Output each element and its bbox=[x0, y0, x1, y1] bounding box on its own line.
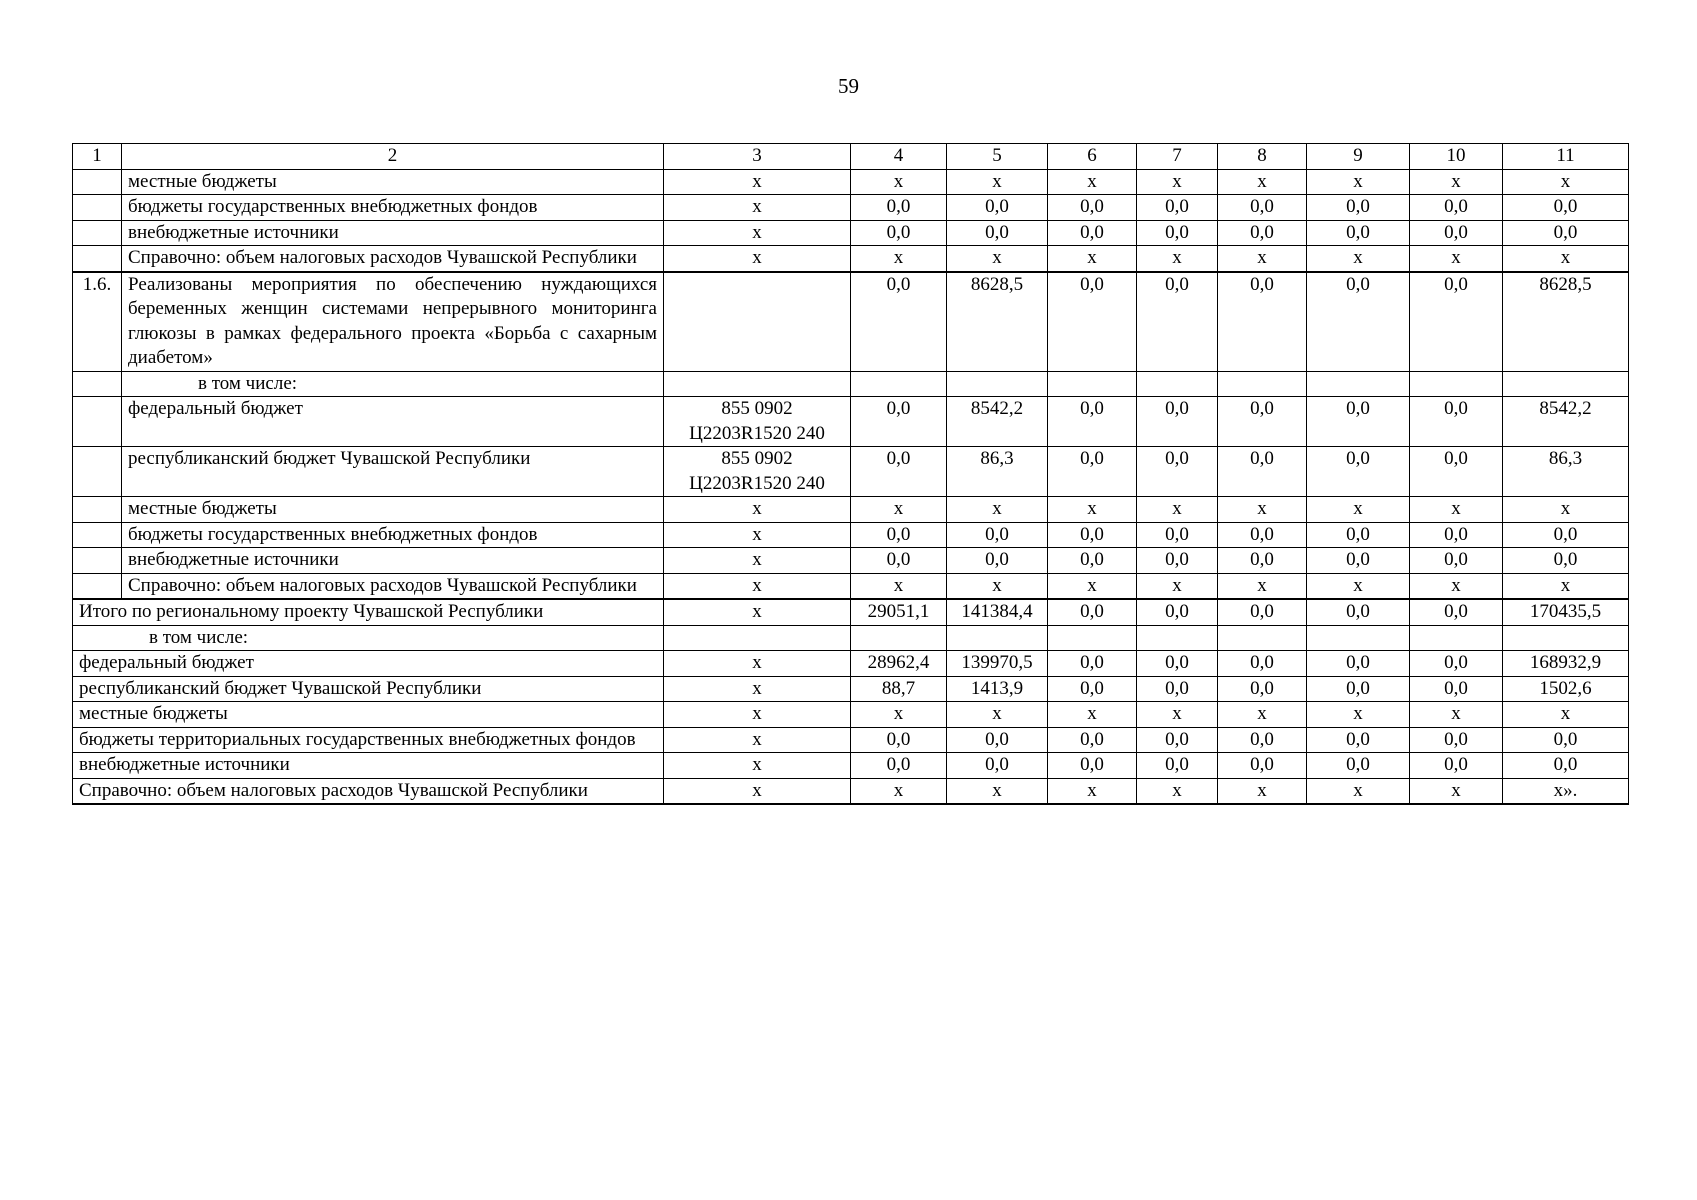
value-cell: 0,0 bbox=[1410, 220, 1503, 246]
value-cell bbox=[1048, 625, 1137, 651]
value-cell: 0,0 bbox=[1307, 522, 1410, 548]
row-label: Справочно: объем налоговых расходов Чувашской Республики bbox=[122, 246, 664, 272]
value-cell: х bbox=[1137, 497, 1218, 523]
table-row bbox=[73, 573, 1629, 599]
budget-code: х bbox=[664, 778, 851, 804]
value-cell: 0,0 bbox=[947, 548, 1048, 574]
value-cell: 0,0 bbox=[1137, 753, 1218, 779]
budget-code: х bbox=[664, 727, 851, 753]
value-cell: х bbox=[1137, 246, 1218, 272]
header-cell: 10 bbox=[1410, 144, 1503, 170]
value-cell: 0,0 bbox=[1307, 447, 1410, 497]
value-cell: 0,0 bbox=[1137, 272, 1218, 372]
value-cell: х bbox=[1218, 169, 1307, 195]
value-cell: х bbox=[1503, 497, 1629, 523]
value-cell: 0,0 bbox=[947, 522, 1048, 548]
value-cell: 0,0 bbox=[1048, 753, 1137, 779]
value-cell: х bbox=[947, 778, 1048, 804]
row-number bbox=[73, 169, 122, 195]
total-row bbox=[73, 727, 1629, 753]
value-cell: 0,0 bbox=[1307, 753, 1410, 779]
budget-code: 855 0902 Ц2203R1520 240 bbox=[664, 397, 851, 447]
value-cell: 0,0 bbox=[1137, 727, 1218, 753]
value-cell: 0,0 bbox=[1137, 599, 1218, 625]
value-cell bbox=[1307, 625, 1410, 651]
budget-code bbox=[664, 272, 851, 372]
row-number bbox=[73, 246, 122, 272]
header-cell: 9 bbox=[1307, 144, 1410, 170]
value-cell: х bbox=[947, 573, 1048, 599]
budget-table bbox=[72, 143, 1629, 805]
value-cell: х bbox=[1137, 702, 1218, 728]
value-cell bbox=[1137, 371, 1218, 397]
value-cell: х bbox=[1048, 702, 1137, 728]
value-cell: 0,0 bbox=[1307, 397, 1410, 447]
value-cell: х bbox=[1410, 778, 1503, 804]
row-label: внебюджетные источники bbox=[122, 220, 664, 246]
total-label: местные бюджеты bbox=[73, 702, 664, 728]
row-label: республиканский бюджет Чувашской Республики bbox=[122, 447, 664, 497]
value-cell: 0,0 bbox=[1503, 548, 1629, 574]
value-cell: 28962,4 bbox=[851, 651, 947, 677]
row-label: бюджеты государственных внебюджетных фондов bbox=[122, 195, 664, 221]
value-cell: х bbox=[851, 497, 947, 523]
value-cell: 0,0 bbox=[1048, 522, 1137, 548]
table-row bbox=[73, 447, 1629, 497]
value-cell: 0,0 bbox=[1137, 522, 1218, 548]
value-cell: 1413,9 bbox=[947, 676, 1048, 702]
value-cell: 0,0 bbox=[1137, 447, 1218, 497]
value-cell: 0,0 bbox=[1137, 220, 1218, 246]
row-number: 1.6. bbox=[73, 272, 122, 372]
value-cell bbox=[947, 625, 1048, 651]
value-cell: 0,0 bbox=[1218, 676, 1307, 702]
header-row bbox=[73, 144, 1629, 170]
table-row bbox=[73, 195, 1629, 221]
header-cell: 7 bbox=[1137, 144, 1218, 170]
value-cell: 170435,5 bbox=[1503, 599, 1629, 625]
row-label: бюджеты государственных внебюджетных фондов bbox=[122, 522, 664, 548]
value-cell: х bbox=[1503, 169, 1629, 195]
value-cell: х bbox=[1218, 573, 1307, 599]
value-cell: 0,0 bbox=[1410, 727, 1503, 753]
value-cell: х bbox=[1307, 497, 1410, 523]
row-label: в том числе: bbox=[122, 371, 664, 397]
budget-code: х bbox=[664, 246, 851, 272]
header-cell: 11 bbox=[1503, 144, 1629, 170]
value-cell: 86,3 bbox=[947, 447, 1048, 497]
value-cell bbox=[1503, 371, 1629, 397]
value-cell: х bbox=[851, 778, 947, 804]
value-cell: 0,0 bbox=[1137, 195, 1218, 221]
budget-code: 855 0902 Ц2203R1520 240 bbox=[664, 447, 851, 497]
value-cell: 0,0 bbox=[1137, 651, 1218, 677]
value-cell: 0,0 bbox=[1218, 195, 1307, 221]
row-label: местные бюджеты bbox=[122, 169, 664, 195]
value-cell: х bbox=[1137, 169, 1218, 195]
value-cell: 0,0 bbox=[1218, 447, 1307, 497]
total-label: внебюджетные источники bbox=[73, 753, 664, 779]
value-cell: х bbox=[1048, 246, 1137, 272]
value-cell: х bbox=[1218, 497, 1307, 523]
value-cell: х bbox=[1048, 169, 1137, 195]
value-cell: х bbox=[1218, 702, 1307, 728]
value-cell: 0,0 bbox=[1503, 753, 1629, 779]
value-cell: х bbox=[1503, 573, 1629, 599]
value-cell bbox=[851, 371, 947, 397]
header-cell: 8 bbox=[1218, 144, 1307, 170]
table-row bbox=[73, 522, 1629, 548]
value-cell: х bbox=[1137, 573, 1218, 599]
table-row bbox=[73, 169, 1629, 195]
total-label: федеральный бюджет bbox=[73, 651, 664, 677]
value-cell: 0,0 bbox=[851, 220, 947, 246]
value-cell: 0,0 bbox=[1218, 522, 1307, 548]
value-cell: 0,0 bbox=[1307, 599, 1410, 625]
value-cell: х bbox=[1048, 573, 1137, 599]
value-cell: 0,0 bbox=[1307, 548, 1410, 574]
value-cell: 0,0 bbox=[851, 195, 947, 221]
table-row bbox=[73, 272, 1629, 372]
header-cell: 4 bbox=[851, 144, 947, 170]
value-cell bbox=[1218, 371, 1307, 397]
header-cell: 3 bbox=[664, 144, 851, 170]
value-cell bbox=[1410, 625, 1503, 651]
value-cell: 0,0 bbox=[947, 220, 1048, 246]
header-cell: 5 bbox=[947, 144, 1048, 170]
value-cell: 0,0 bbox=[1503, 220, 1629, 246]
value-cell: 0,0 bbox=[1410, 676, 1503, 702]
row-number bbox=[73, 447, 122, 497]
budget-code: х bbox=[664, 497, 851, 523]
value-cell: 0,0 bbox=[1137, 676, 1218, 702]
page-number: 59 bbox=[838, 74, 859, 98]
value-cell bbox=[1307, 371, 1410, 397]
value-cell bbox=[947, 371, 1048, 397]
budget-code: х bbox=[664, 651, 851, 677]
value-cell: 0,0 bbox=[947, 195, 1048, 221]
total-row bbox=[73, 599, 1629, 625]
budget-code: х bbox=[664, 573, 851, 599]
value-cell bbox=[1048, 371, 1137, 397]
value-cell: х bbox=[1410, 702, 1503, 728]
row-number bbox=[73, 397, 122, 447]
value-cell: х bbox=[851, 169, 947, 195]
budget-code: х bbox=[664, 548, 851, 574]
value-cell: 0,0 bbox=[1410, 548, 1503, 574]
value-cell: х bbox=[1307, 169, 1410, 195]
row-label: Реализованы мероприятия по обеспечению нуждающихся беременных женщин системами непрерывного мониторинга глюкозы в рамках федерального проекта «Борьба с сахарным диабетом» bbox=[122, 272, 664, 372]
value-cell: х bbox=[1048, 497, 1137, 523]
value-cell bbox=[851, 625, 947, 651]
value-cell: 0,0 bbox=[1137, 397, 1218, 447]
table-row bbox=[73, 397, 1629, 447]
value-cell: х bbox=[1307, 778, 1410, 804]
value-cell: 0,0 bbox=[1048, 599, 1137, 625]
value-cell: х bbox=[1410, 169, 1503, 195]
value-cell: 8628,5 bbox=[947, 272, 1048, 372]
value-cell: х bbox=[1218, 778, 1307, 804]
value-cell: х bbox=[1307, 246, 1410, 272]
row-number bbox=[73, 548, 122, 574]
value-cell: 1502,6 bbox=[1503, 676, 1629, 702]
value-cell: х bbox=[1410, 573, 1503, 599]
table-body bbox=[73, 144, 1629, 805]
value-cell: 8628,5 bbox=[1503, 272, 1629, 372]
value-cell: 0,0 bbox=[851, 447, 947, 497]
row-number bbox=[73, 371, 122, 397]
value-cell: 0,0 bbox=[1307, 195, 1410, 221]
budget-code: х bbox=[664, 753, 851, 779]
value-cell: 0,0 bbox=[1048, 548, 1137, 574]
value-cell: 0,0 bbox=[1307, 651, 1410, 677]
budget-code: х bbox=[664, 169, 851, 195]
value-cell: х bbox=[851, 702, 947, 728]
table-row bbox=[73, 246, 1629, 272]
total-label: бюджеты территориальных государственных внебюджетных фондов bbox=[73, 727, 664, 753]
value-cell: 0,0 bbox=[1218, 220, 1307, 246]
total-row bbox=[73, 651, 1629, 677]
value-cell bbox=[1137, 625, 1218, 651]
value-cell: х bbox=[1218, 246, 1307, 272]
budget-code: х bbox=[664, 599, 851, 625]
value-cell: 0,0 bbox=[1048, 727, 1137, 753]
value-cell: 0,0 bbox=[947, 727, 1048, 753]
total-row bbox=[73, 676, 1629, 702]
value-cell: 141384,4 bbox=[947, 599, 1048, 625]
row-label: Справочно: объем налоговых расходов Чувашской Республики bbox=[122, 573, 664, 599]
row-label: местные бюджеты bbox=[122, 497, 664, 523]
value-cell: х bbox=[1307, 573, 1410, 599]
value-cell: х bbox=[1137, 778, 1218, 804]
value-cell: 0,0 bbox=[1218, 651, 1307, 677]
value-cell bbox=[1410, 371, 1503, 397]
value-cell: 0,0 bbox=[1307, 220, 1410, 246]
row-number bbox=[73, 497, 122, 523]
value-cell: 0,0 bbox=[851, 272, 947, 372]
value-cell: 0,0 bbox=[1410, 447, 1503, 497]
value-cell: 86,3 bbox=[1503, 447, 1629, 497]
value-cell: 29051,1 bbox=[851, 599, 947, 625]
row-label: федеральный бюджет bbox=[122, 397, 664, 447]
total-row bbox=[73, 753, 1629, 779]
value-cell: 0,0 bbox=[1307, 272, 1410, 372]
value-cell: 0,0 bbox=[1137, 548, 1218, 574]
budget-code: х bbox=[664, 195, 851, 221]
table-row bbox=[73, 497, 1629, 523]
value-cell bbox=[1503, 625, 1629, 651]
value-cell: 0,0 bbox=[1048, 397, 1137, 447]
value-cell: 0,0 bbox=[947, 753, 1048, 779]
header-cell: 2 bbox=[122, 144, 664, 170]
value-cell: х bbox=[1503, 702, 1629, 728]
value-cell: х bbox=[1503, 246, 1629, 272]
value-cell: 0,0 bbox=[1410, 272, 1503, 372]
value-cell: 0,0 bbox=[1503, 727, 1629, 753]
value-cell: 139970,5 bbox=[947, 651, 1048, 677]
value-cell: 0,0 bbox=[1218, 548, 1307, 574]
value-cell: 0,0 bbox=[1218, 272, 1307, 372]
total-label: в том числе: bbox=[73, 625, 664, 651]
value-cell: 0,0 bbox=[1410, 651, 1503, 677]
budget-code: х bbox=[664, 220, 851, 246]
value-cell: 0,0 bbox=[1410, 195, 1503, 221]
row-number bbox=[73, 220, 122, 246]
value-cell: 0,0 bbox=[1048, 220, 1137, 246]
total-row bbox=[73, 625, 1629, 651]
value-cell: 0,0 bbox=[851, 522, 947, 548]
total-row bbox=[73, 702, 1629, 728]
value-cell: 0,0 bbox=[851, 548, 947, 574]
value-cell: 0,0 bbox=[1410, 522, 1503, 548]
value-cell: 0,0 bbox=[1410, 753, 1503, 779]
header-cell: 1 bbox=[73, 144, 122, 170]
value-cell bbox=[1218, 625, 1307, 651]
total-label: Итого по региональному проекту Чувашской Республики bbox=[73, 599, 664, 625]
budget-code: х bbox=[664, 702, 851, 728]
table-row bbox=[73, 220, 1629, 246]
value-cell: 0,0 bbox=[1218, 753, 1307, 779]
value-cell: 0,0 bbox=[1048, 195, 1137, 221]
value-cell: 0,0 bbox=[1218, 599, 1307, 625]
value-cell: х». bbox=[1503, 778, 1629, 804]
value-cell: 0,0 bbox=[1048, 651, 1137, 677]
value-cell: 0,0 bbox=[1503, 195, 1629, 221]
value-cell: 0,0 bbox=[851, 727, 947, 753]
value-cell: 0,0 bbox=[1307, 727, 1410, 753]
value-cell: 0,0 bbox=[1410, 397, 1503, 447]
value-cell: 0,0 bbox=[1307, 676, 1410, 702]
row-number bbox=[73, 195, 122, 221]
value-cell: х bbox=[1410, 497, 1503, 523]
table-row bbox=[73, 548, 1629, 574]
value-cell: 0,0 bbox=[1048, 272, 1137, 372]
value-cell: 0,0 bbox=[851, 397, 947, 447]
value-cell: 0,0 bbox=[1218, 727, 1307, 753]
value-cell: 0,0 bbox=[1410, 599, 1503, 625]
value-cell: 0,0 bbox=[851, 753, 947, 779]
value-cell: 8542,2 bbox=[947, 397, 1048, 447]
budget-code: х bbox=[664, 522, 851, 548]
value-cell: х bbox=[947, 497, 1048, 523]
budget-code bbox=[664, 625, 851, 651]
value-cell: 0,0 bbox=[1048, 676, 1137, 702]
row-number bbox=[73, 573, 122, 599]
value-cell: х bbox=[851, 573, 947, 599]
value-cell: 0,0 bbox=[1048, 447, 1137, 497]
value-cell: х bbox=[947, 246, 1048, 272]
value-cell: 0,0 bbox=[1218, 397, 1307, 447]
total-label: Справочно: объем налоговых расходов Чувашской Республики bbox=[73, 778, 664, 804]
value-cell: х bbox=[1410, 246, 1503, 272]
value-cell: 88,7 bbox=[851, 676, 947, 702]
value-cell: х bbox=[1048, 778, 1137, 804]
value-cell: 168932,9 bbox=[1503, 651, 1629, 677]
header-cell: 6 bbox=[1048, 144, 1137, 170]
value-cell: 0,0 bbox=[1503, 522, 1629, 548]
budget-code bbox=[664, 371, 851, 397]
total-label: республиканский бюджет Чувашской Республики bbox=[73, 676, 664, 702]
value-cell: х bbox=[851, 246, 947, 272]
value-cell: х bbox=[947, 702, 1048, 728]
total-row bbox=[73, 778, 1629, 804]
value-cell: 8542,2 bbox=[1503, 397, 1629, 447]
value-cell: х bbox=[947, 169, 1048, 195]
row-label: внебюджетные источники bbox=[122, 548, 664, 574]
value-cell: х bbox=[1307, 702, 1410, 728]
row-number bbox=[73, 522, 122, 548]
table-row bbox=[73, 371, 1629, 397]
budget-code: х bbox=[664, 676, 851, 702]
